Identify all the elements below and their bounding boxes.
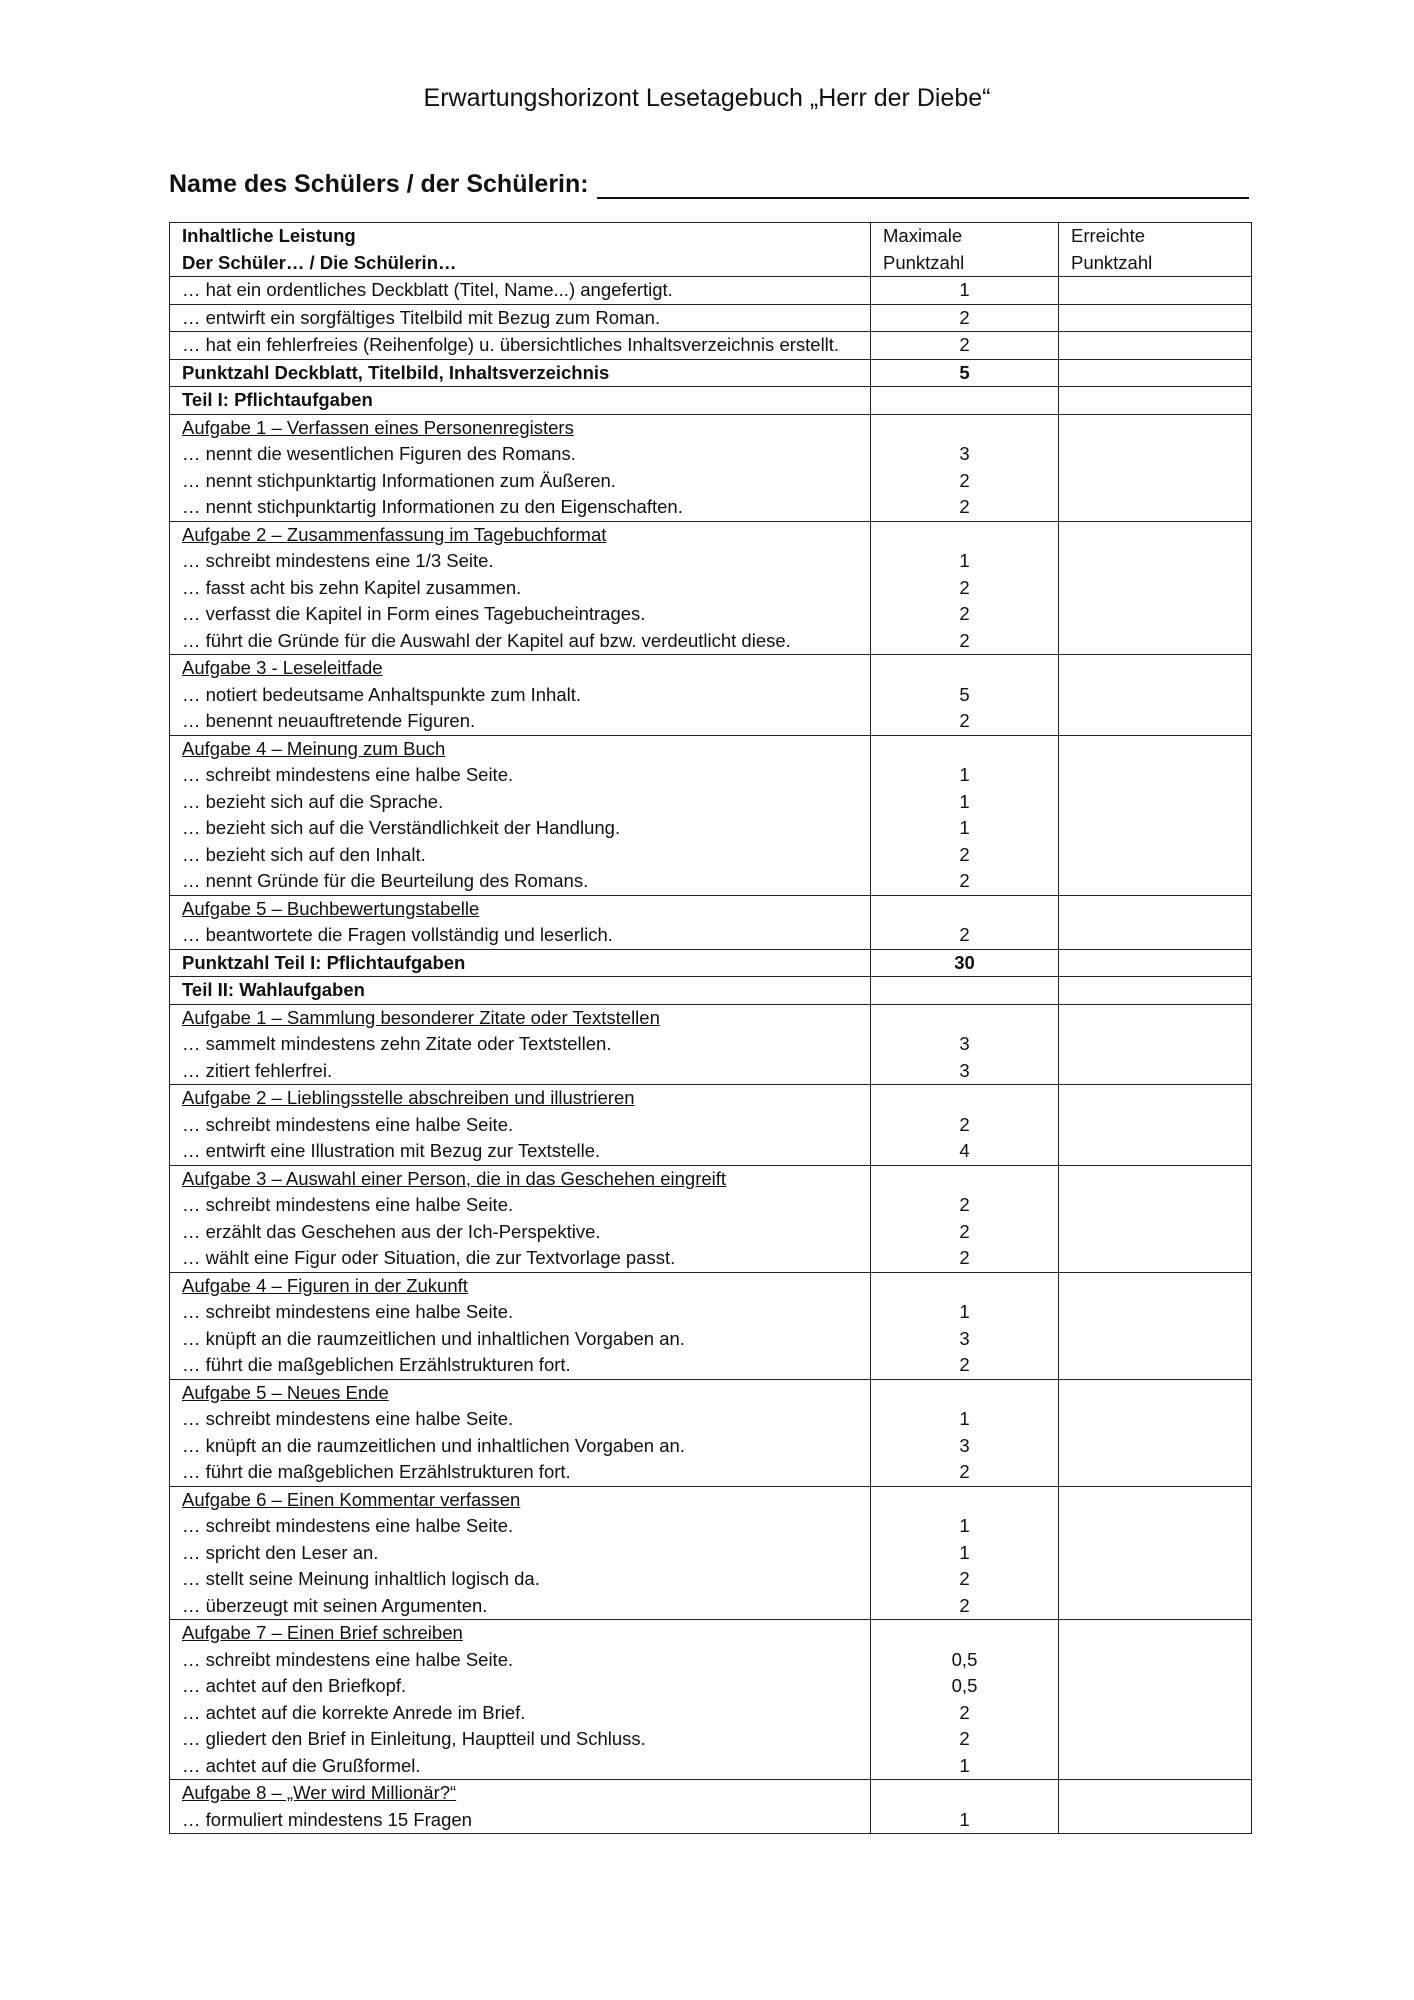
max-points-cell [871, 521, 1059, 655]
table-row [170, 1272, 1252, 1379]
task-heading: Aufgabe 1 – Verfassen eines Personenregisters [182, 416, 574, 438]
task-heading: Aufgabe 4 – Meinung zum Buch [182, 737, 446, 759]
max-points-cell [871, 1486, 1059, 1620]
criteria-text: … nennt Gründe für die Beurteilung des Romans. [182, 870, 589, 891]
table-row [170, 414, 1252, 521]
criteria-text: … formuliert mindestens 15 Fragen [182, 1808, 472, 1830]
max-points-value: 2 [959, 1113, 970, 1135]
max-points-value [883, 387, 1046, 414]
criteria-text: Punktzahl Teil I: Pflichtaufgaben [182, 951, 466, 973]
task-heading: Aufgabe 5 – Neues Ende [182, 1381, 389, 1403]
table-row [170, 1004, 1252, 1085]
max-points-value: 2 [959, 924, 970, 945]
criteria-text: … schreibt mindestens eine 1/3 Seite. [182, 550, 494, 571]
task-heading: Aufgabe 8 – „Wer wird Millionär?“ [182, 1782, 457, 1803]
max-points-value: 5 [959, 683, 970, 705]
criteria-text: … hat ein ordentliches Deckblatt (Titel, Name...) angefertigt. [182, 279, 673, 300]
achieved-points-cell[interactable] [1059, 521, 1252, 655]
max-points-cell [871, 277, 1059, 305]
table-row [170, 895, 1252, 949]
max-points-value: 3 [959, 1059, 970, 1081]
student-name-label: Name des Schülers / der Schülerin: [169, 170, 589, 198]
max-points-cell [871, 1004, 1059, 1085]
criteria-cell [170, 1486, 871, 1620]
student-name-field[interactable] [597, 175, 1249, 199]
max-points-value: 2 [959, 1461, 970, 1482]
criteria-cell [170, 277, 871, 305]
achieved-points-cell[interactable] [1059, 1165, 1252, 1272]
criteria-text: … bezieht sich auf den Inhalt. [182, 843, 426, 865]
criteria-cell [170, 414, 871, 521]
max-points-value: 1 [959, 1301, 970, 1322]
points-spacer [883, 1166, 1046, 1193]
max-points-value: 2 [959, 496, 970, 517]
points-spacer [883, 415, 1046, 442]
summary-row [170, 387, 1252, 415]
criteria-cell [170, 949, 871, 977]
criteria-cell [170, 1379, 871, 1486]
achieved-points-cell[interactable] [1059, 949, 1252, 977]
header-criteria: Inhaltliche Leistung Der Schüler… / Die Schülerin… [170, 223, 871, 277]
max-points-value [883, 977, 1046, 1004]
criteria-cell [170, 655, 871, 736]
max-points-value: 2 [959, 576, 970, 598]
max-points-cell [871, 1620, 1059, 1780]
task-heading: Aufgabe 5 – Buchbewertungstabelle [182, 897, 480, 919]
header-achieved-points: Erreichte Punktzahl [1059, 223, 1252, 277]
criteria-text: … führt die maßgeblichen Erzählstrukturen fort. [182, 1461, 571, 1482]
max-points-value: 3 [959, 443, 970, 464]
task-heading: Aufgabe 2 – Zusammenfassung im Tagebuchformat [182, 523, 607, 545]
max-points-cell [871, 414, 1059, 521]
points-spacer [883, 736, 1046, 763]
achieved-points-cell[interactable] [1059, 304, 1252, 332]
max-points-value: 30 [954, 951, 975, 973]
max-points-value: 2 [959, 1194, 970, 1215]
max-points-value: 2 [959, 1247, 970, 1268]
max-points-cell [871, 977, 1059, 1005]
points-spacer [883, 1273, 1046, 1300]
max-points-cell [871, 304, 1059, 332]
criteria-text: … achtet auf die korrekte Anrede im Brief. [182, 1701, 526, 1723]
achieved-points-cell[interactable] [1059, 1085, 1252, 1166]
task-heading: Aufgabe 7 – Einen Brief schreiben [182, 1622, 463, 1643]
max-points-cell [871, 1272, 1059, 1379]
table-row [170, 277, 1252, 305]
max-points-value: 2 [959, 1354, 970, 1375]
achieved-points-cell[interactable] [1059, 1379, 1252, 1486]
criteria-text: … knüpft an die raumzeitlichen und inhaltlichen Vorgaben an. [182, 1434, 685, 1456]
max-points-value: 2 [959, 1220, 970, 1242]
criteria-cell [170, 895, 871, 949]
task-heading: Aufgabe 1 – Sammlung besonderer Zitate oder Textstellen [182, 1006, 660, 1028]
criteria-cell [170, 1620, 871, 1780]
criteria-text: … hat ein fehlerfreies (Reihenfolge) u. übersichtliches Inhaltsverzeichnis erstellt. [182, 334, 840, 355]
max-points-value: 1 [959, 550, 970, 571]
criteria-text: … schreibt mindestens eine halbe Seite. [182, 1648, 514, 1670]
max-points-cell [871, 735, 1059, 895]
achieved-points-cell[interactable] [1059, 1620, 1252, 1780]
max-points-value: 1 [959, 1754, 970, 1776]
criteria-cell [170, 1780, 871, 1834]
achieved-points-cell[interactable] [1059, 1272, 1252, 1379]
task-heading: Aufgabe 2 – Lieblingsstelle abschreiben und illustrieren [182, 1087, 635, 1108]
summary-row [170, 359, 1252, 387]
points-spacer [883, 1005, 1046, 1032]
table-row [170, 1379, 1252, 1486]
criteria-cell [170, 387, 871, 415]
criteria-cell [170, 977, 871, 1005]
max-points-value: 3 [959, 1327, 970, 1349]
max-points-value: 2 [959, 629, 970, 651]
max-points-value: 2 [959, 843, 970, 865]
table-row [170, 735, 1252, 895]
criteria-cell [170, 1272, 871, 1379]
criteria-text: … achtet auf die Grußformel. [182, 1754, 421, 1776]
task-heading: Aufgabe 3 - Leseleitfade [182, 657, 383, 678]
criteria-text: … schreibt mindestens eine halbe Seite. [182, 1301, 514, 1322]
criteria-text: Punktzahl Deckblatt, Titelbild, Inhaltsverzeichnis [182, 361, 610, 383]
points-spacer [883, 1487, 1046, 1514]
table-row [170, 1780, 1252, 1834]
max-points-value: 2 [959, 710, 970, 731]
max-points-value: 2 [959, 603, 970, 624]
table-row [170, 1085, 1252, 1166]
criteria-cell [170, 1085, 871, 1166]
points-spacer [883, 655, 1046, 682]
max-points-value: 1 [959, 764, 970, 785]
criteria-text: … nennt stichpunktartig Informationen zu den Eigenschaften. [182, 496, 683, 517]
achieved-points-cell[interactable] [1059, 1780, 1252, 1834]
max-points-value: 0,5 [951, 1675, 978, 1696]
achieved-points-cell[interactable] [1059, 895, 1252, 949]
achieved-points-cell[interactable] [1059, 277, 1252, 305]
criteria-cell [170, 332, 871, 360]
criteria-cell [170, 304, 871, 332]
max-points-value: 1 [959, 1541, 970, 1563]
max-points-cell [871, 1379, 1059, 1486]
criteria-cell [170, 359, 871, 387]
summary-row [170, 977, 1252, 1005]
criteria-text: … zitiert fehlerfrei. [182, 1059, 333, 1081]
task-heading: Aufgabe 6 – Einen Kommentar verfassen [182, 1488, 521, 1510]
table-header-row [170, 223, 1252, 277]
max-points-cell [871, 1085, 1059, 1166]
criteria-text: … bezieht sich auf die Verständlichkeit der Handlung. [182, 817, 621, 838]
table-row [170, 332, 1252, 360]
max-points-value: 3 [959, 1434, 970, 1456]
max-points-cell [871, 655, 1059, 736]
criteria-text: … fasst acht bis zehn Kapitel zusammen. [182, 576, 522, 598]
table-row [170, 1165, 1252, 1272]
max-points-cell [871, 1780, 1059, 1834]
achieved-points-cell[interactable] [1059, 332, 1252, 360]
grading-table [169, 222, 1252, 1834]
achieved-points-cell[interactable] [1059, 414, 1252, 521]
max-points-value: 1 [959, 1808, 970, 1830]
criteria-text: … schreibt mindestens eine halbe Seite. [182, 1113, 514, 1135]
criteria-text: … gliedert den Brief in Einleitung, Hauptteil und Schluss. [182, 1728, 646, 1749]
max-points-cell [871, 949, 1059, 977]
max-points-value: 2 [959, 469, 970, 491]
max-points-cell [871, 359, 1059, 387]
table-row [170, 1486, 1252, 1620]
table-row [170, 1620, 1252, 1780]
criteria-text: … notiert bedeutsame Anhaltspunkte zum Inhalt. [182, 683, 582, 705]
achieved-points-cell[interactable] [1059, 977, 1252, 1005]
max-points-value: 5 [959, 361, 970, 383]
achieved-points-cell[interactable] [1059, 387, 1252, 415]
table-row [170, 655, 1252, 736]
criteria-text: Teil II: Wahlaufgaben [182, 979, 365, 1000]
criteria-text: … schreibt mindestens eine halbe Seite. [182, 1194, 514, 1215]
task-heading: Aufgabe 4 – Figuren in der Zukunft [182, 1274, 468, 1296]
criteria-text: … schreibt mindestens eine halbe Seite. [182, 1515, 514, 1536]
criteria-cell [170, 1165, 871, 1272]
max-points-value: 2 [959, 1594, 970, 1616]
achieved-points-cell[interactable] [1059, 1486, 1252, 1620]
max-points-value: 3 [959, 1033, 970, 1054]
criteria-text: … benennt neuauftretende Figuren. [182, 710, 476, 731]
max-points-value: 0,5 [951, 1648, 978, 1670]
max-points-value: 1 [959, 790, 970, 812]
max-points-value: 4 [959, 1140, 970, 1161]
achieved-points-cell[interactable] [1059, 735, 1252, 895]
max-points-value: 2 [959, 306, 970, 328]
criteria-cell [170, 1004, 871, 1085]
criteria-text: … schreibt mindestens eine halbe Seite. [182, 1408, 514, 1429]
criteria-text: … bezieht sich auf die Sprache. [182, 790, 444, 812]
max-points-value: 2 [959, 1728, 970, 1749]
max-points-cell [871, 895, 1059, 949]
points-spacer [883, 522, 1046, 549]
criteria-text: … schreibt mindestens eine halbe Seite. [182, 764, 514, 785]
achieved-points-cell[interactable] [1059, 359, 1252, 387]
criteria-text: … überzeugt mit seinen Argumenten. [182, 1594, 488, 1616]
criteria-text: … nennt die wesentlichen Figuren des Romans. [182, 443, 576, 464]
points-spacer [883, 1780, 1046, 1807]
criteria-text: … entwirft ein sorgfältiges Titelbild mit Bezug zum Roman. [182, 306, 661, 328]
criteria-text: … nennt stichpunktartig Informationen zum Äußeren. [182, 469, 616, 491]
task-heading: Aufgabe 3 – Auswahl einer Person, die in das Geschehen eingreift [182, 1167, 727, 1189]
criteria-text: … spricht den Leser an. [182, 1541, 379, 1563]
criteria-text: Teil I: Pflichtaufgaben [182, 389, 373, 410]
criteria-text: … knüpft an die raumzeitlichen und inhaltlichen Vorgaben an. [182, 1327, 685, 1349]
criteria-text: … wählt eine Figur oder Situation, die zur Textvorlage passt. [182, 1247, 676, 1268]
table-row [170, 521, 1252, 655]
criteria-text: … verfasst die Kapitel in Form eines Tagebucheintrages. [182, 603, 646, 624]
criteria-text: … stellt seine Meinung inhaltlich logisch da. [182, 1568, 540, 1589]
document-title: Erwartungshorizont Lesetagebuch „Herr der Diebe“ [423, 84, 991, 112]
max-points-value: 2 [959, 1568, 970, 1589]
max-points-value: 1 [959, 1408, 970, 1429]
max-points-value: 1 [959, 817, 970, 838]
criteria-text: … führt die Gründe für die Auswahl der Kapitel auf bzw. verdeutlicht diese. [182, 629, 791, 651]
student-name-line [169, 170, 1249, 199]
summary-row [170, 949, 1252, 977]
achieved-points-cell[interactable] [1059, 655, 1252, 736]
criteria-cell [170, 735, 871, 895]
points-spacer [883, 1620, 1046, 1647]
max-points-cell [871, 387, 1059, 415]
criteria-text: … beantwortete die Fragen vollständig und leserlich. [182, 924, 613, 945]
points-spacer [883, 1380, 1046, 1407]
criteria-text: … erzählt das Geschehen aus der Ich-Perspektive. [182, 1220, 601, 1242]
points-spacer [883, 896, 1046, 923]
criteria-text: … achtet auf den Briefkopf. [182, 1675, 407, 1696]
max-points-value: 2 [959, 870, 970, 891]
achieved-points-cell[interactable] [1059, 1004, 1252, 1085]
max-points-value: 1 [959, 1515, 970, 1536]
header-max-points: Maximale Punktzahl [871, 223, 1059, 277]
max-points-cell [871, 332, 1059, 360]
max-points-value: 1 [959, 279, 970, 300]
criteria-text: … entwirft eine Illustration mit Bezug zur Textstelle. [182, 1140, 601, 1161]
table-row [170, 304, 1252, 332]
max-points-cell [871, 1165, 1059, 1272]
points-spacer [883, 1085, 1046, 1112]
criteria-text: … sammelt mindestens zehn Zitate oder Textstellen. [182, 1033, 612, 1054]
max-points-value: 2 [959, 334, 970, 355]
criteria-text: … führt die maßgeblichen Erzählstrukturen fort. [182, 1354, 571, 1375]
max-points-value: 2 [959, 1701, 970, 1723]
criteria-cell [170, 521, 871, 655]
